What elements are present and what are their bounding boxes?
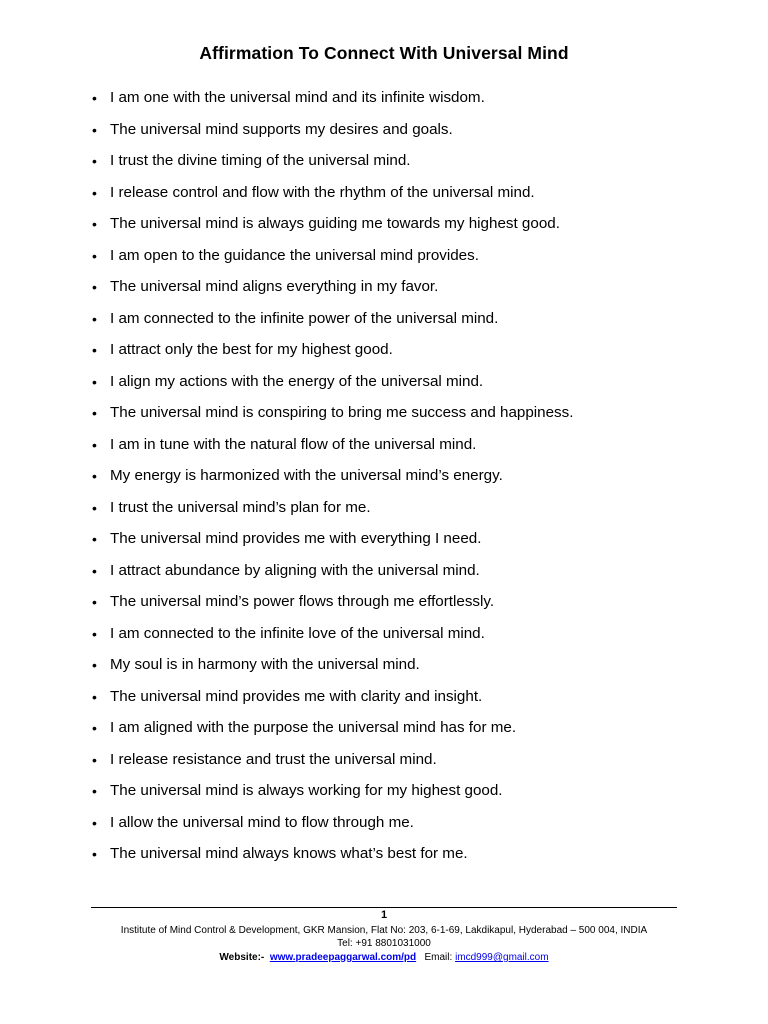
- affirmation-text: My energy is harmonized with the universal mind’s energy.: [110, 467, 503, 484]
- affirmation-text: I attract abundance by aligning with the universal mind.: [110, 561, 480, 579]
- affirmation-text: The universal mind aligns everything in my favor.: [110, 278, 439, 295]
- website-link[interactable]: www.pradeepaggarwal.com/pd: [269, 952, 417, 963]
- bullet-icon: •: [92, 657, 97, 673]
- bullet-icon: •: [92, 562, 97, 579]
- affirmation-text: The universal mind provides me with clarity and insight.: [110, 687, 483, 705]
- bullet-icon: •: [92, 342, 97, 358]
- list-item: [88, 400, 573, 432]
- bullet-icon: •: [92, 751, 97, 768]
- bullet-icon: •: [92, 436, 97, 453]
- bullet-icon: •: [92, 783, 97, 799]
- affirmation-text: I am in tune with the natural flow of the universal mind.: [110, 435, 477, 453]
- list-item: [88, 495, 573, 527]
- list-item: [88, 684, 573, 716]
- bullet-icon: •: [92, 310, 97, 327]
- bullet-icon: •: [92, 594, 97, 610]
- list-item: [88, 180, 573, 212]
- affirmation-text: The universal mind’s power flows through me effortlessly.: [110, 593, 495, 610]
- bullet-icon: •: [92, 468, 97, 484]
- affirmation-text: The universal mind provides me with everything I need.: [110, 530, 482, 547]
- bullet-icon: •: [92, 625, 97, 642]
- bullet-icon: •: [92, 279, 97, 295]
- list-item: [88, 621, 573, 653]
- page-title: Affirmation To Connect With Universal Mind: [199, 43, 569, 63]
- bullet-icon: •: [92, 247, 97, 264]
- affirmation-text: My soul is in harmony with the universal mind.: [110, 656, 420, 673]
- affirmation-text: The universal mind always knows what’s best for me.: [110, 845, 468, 862]
- list-item: [88, 558, 573, 590]
- list-item: [88, 432, 573, 464]
- list-item: [88, 369, 573, 401]
- list-item: [88, 85, 573, 117]
- list-item: [88, 841, 573, 873]
- affirmation-text: I release control and flow with the rhythm of the universal mind.: [110, 183, 535, 201]
- affirmation-text: I am one with the universal mind and its infinite wisdom.: [110, 89, 485, 106]
- bullet-icon: •: [92, 814, 97, 831]
- list-item: [88, 715, 573, 747]
- affirmation-text: I allow the universal mind to flow through me.: [110, 813, 414, 831]
- affirmation-text: I release resistance and trust the universal mind.: [110, 750, 437, 768]
- affirmation-text: I attract only the best for my highest good.: [110, 341, 393, 358]
- footer-address: Institute of Mind Control & Development, GKR Mansion, Flat No: 203, 6-1-69, Lakdikapul, Hyderabad – 500 004, INDIA: [120, 925, 648, 936]
- list-item: [88, 463, 573, 495]
- website-label: Website:-: [219, 952, 265, 963]
- affirmation-text: I am aligned with the purpose the universal mind has for me.: [110, 719, 517, 736]
- list-item: [88, 274, 573, 306]
- bullet-icon: •: [92, 405, 97, 421]
- list-item: [88, 778, 573, 810]
- affirmation-text: The universal mind is conspiring to bring me success and happiness.: [110, 404, 574, 421]
- affirmation-text: I align my actions with the energy of the universal mind.: [110, 372, 484, 390]
- affirmation-text: I am open to the guidance the universal mind provides.: [110, 246, 479, 264]
- affirmation-text: The universal mind is always guiding me towards my highest good.: [110, 215, 560, 232]
- list-item: [88, 306, 573, 338]
- affirmation-text: I trust the universal mind’s plan for me.: [110, 498, 371, 516]
- list-item: [88, 211, 573, 243]
- list-item: [88, 652, 573, 684]
- list-item: [88, 810, 573, 842]
- email-link[interactable]: imcd999@gmail.com: [455, 952, 549, 963]
- page-number: 1: [380, 909, 388, 921]
- bullet-icon: •: [92, 153, 97, 169]
- affirmation-text: The universal mind supports my desires and goals.: [110, 120, 453, 138]
- affirmation-list: [88, 85, 573, 873]
- bullet-icon: •: [92, 90, 97, 106]
- list-item: [88, 148, 573, 180]
- bullet-icon: •: [92, 121, 97, 138]
- bullet-icon: •: [92, 373, 97, 390]
- affirmation-text: The universal mind is always working for my highest good.: [110, 782, 503, 799]
- footer-tel: Tel: +91 8801031000: [337, 938, 431, 949]
- bullet-icon: •: [92, 720, 97, 736]
- affirmation-text: I am connected to the infinite power of the universal mind.: [110, 309, 499, 327]
- email-label: Email:: [424, 952, 453, 963]
- bullet-icon: •: [92, 531, 97, 547]
- list-item: [88, 117, 573, 149]
- list-item: [88, 747, 573, 779]
- footer-contact: [0, 951, 768, 964]
- list-item: [88, 243, 573, 275]
- affirmation-text: I am connected to the infinite love of the universal mind.: [110, 624, 485, 642]
- bullet-icon: •: [92, 216, 97, 232]
- bullet-icon: •: [92, 846, 97, 862]
- list-item: [88, 337, 573, 369]
- bullet-icon: •: [92, 499, 97, 516]
- list-item: [88, 589, 573, 621]
- list-item: [88, 526, 573, 558]
- bullet-icon: •: [92, 688, 97, 705]
- bullet-icon: •: [92, 184, 97, 201]
- footer-divider: [91, 907, 677, 908]
- affirmation-text: I trust the divine timing of the universal mind.: [110, 152, 411, 169]
